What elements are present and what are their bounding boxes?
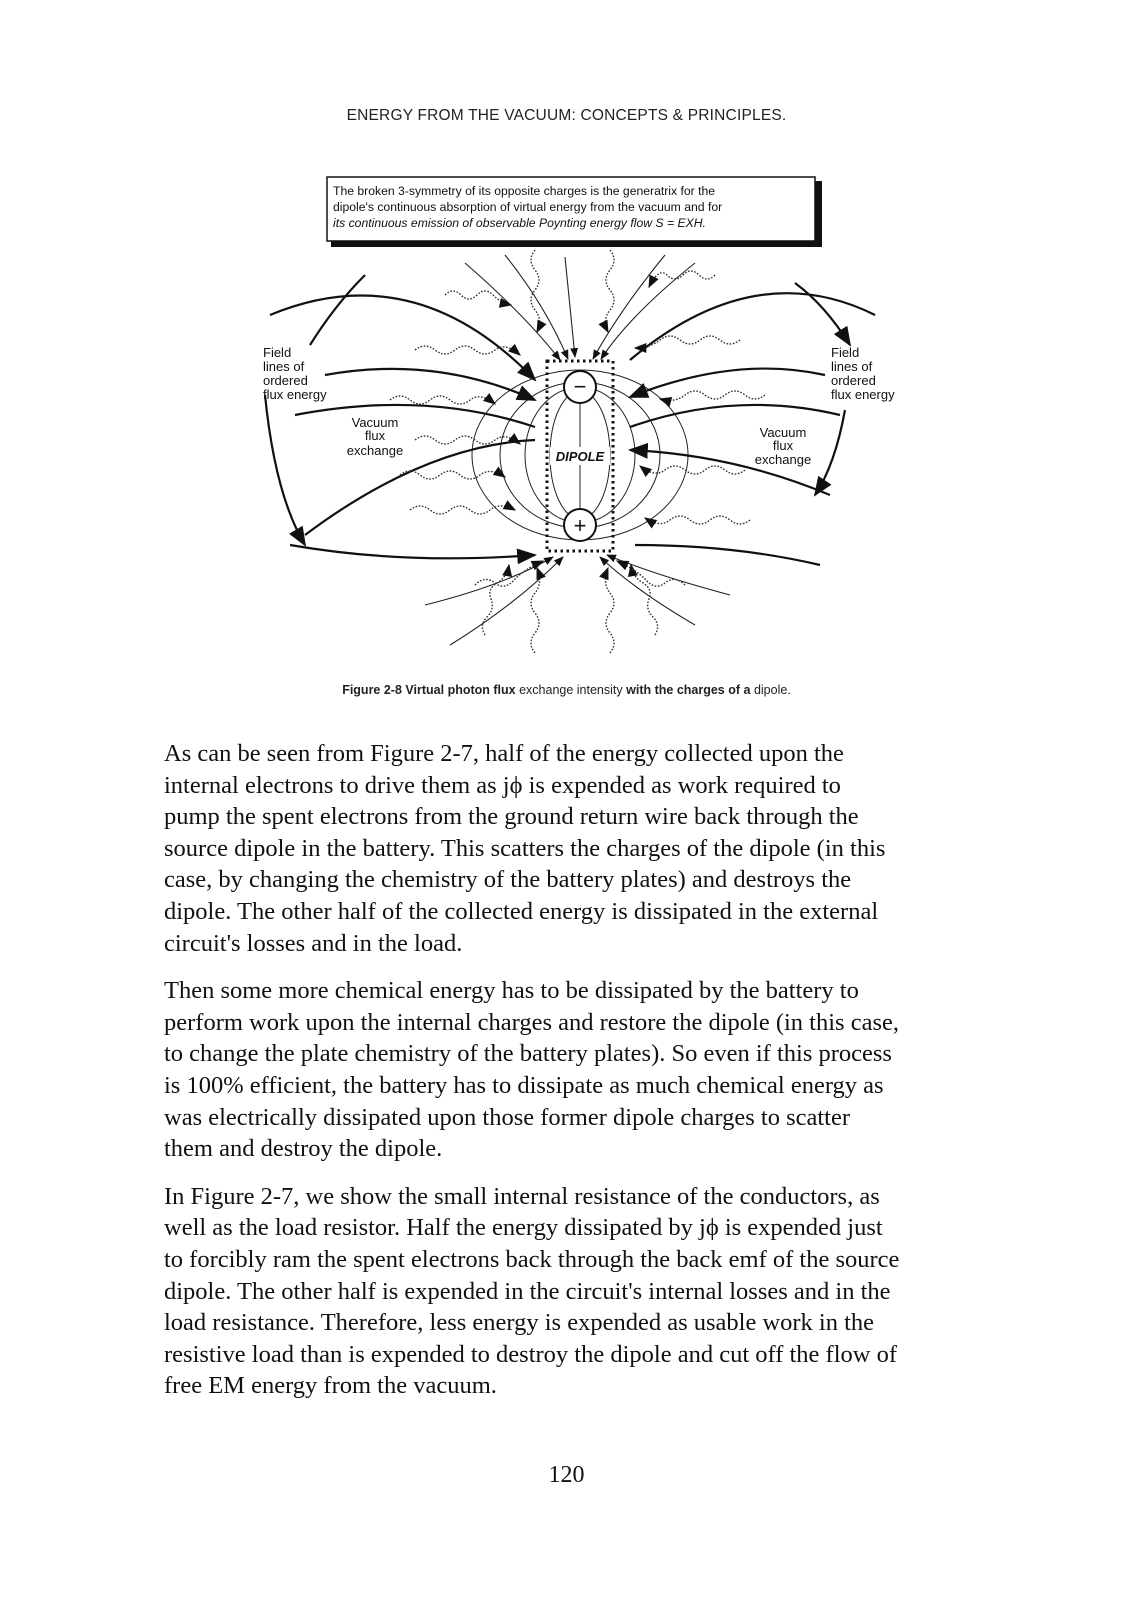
svg-text:lines of: lines of — [263, 359, 305, 374]
body-line: circuit's losses and in the load. — [164, 929, 463, 957]
left-vacuum-label — [347, 415, 403, 458]
body-line: them and destroy the dipole. — [164, 1135, 443, 1163]
caption-part-3: with the charges of a — [626, 683, 751, 697]
body-line: perform work upon the internal charges and restore the dipole (in this case, — [164, 1008, 899, 1036]
note-line-1: The broken 3-symmetry of its opposite charges is the generatrix for the — [333, 184, 716, 198]
caption-part-1: Virtual photon flux — [405, 683, 516, 697]
body-line: well as the load resistor. Half the energy dissipated by jϕ is expended just — [164, 1214, 883, 1242]
body-line: dipole. The other half is expended in the circuit's internal losses and in the — [164, 1277, 891, 1305]
svg-text:flux energy: flux energy — [831, 387, 895, 402]
body-line: case, by changing the chemistry of the battery plates) and destroys the — [164, 866, 852, 894]
right-field-label — [831, 345, 895, 402]
note-box — [327, 177, 822, 247]
body-line: is 100% efficient, the battery has to dissipate as much chemical energy as — [164, 1071, 884, 1099]
svg-text:exchange: exchange — [346, 443, 404, 458]
radial-lines-bottom — [425, 555, 730, 645]
vacuum-flux-waves-left — [390, 291, 520, 514]
note-line-2: dipole's continuous absorption of virtual energy from the vacuum and for — [333, 200, 723, 214]
svg-text:+: + — [573, 513, 587, 538]
figure-caption — [0, 683, 1133, 697]
body-line: In Figure 2-7, we show the small internal resistance of the conductors, as — [164, 1182, 880, 1210]
svg-text:Field: Field — [831, 345, 860, 360]
caption-number: Figure 2-8 — [342, 683, 402, 697]
svg-text:Vacuum: Vacuum — [759, 425, 807, 440]
svg-text:ordered: ordered — [263, 373, 308, 388]
svg-text:−: − — [573, 374, 587, 399]
svg-text:flux: flux — [364, 428, 386, 443]
paragraph-3 — [164, 1181, 994, 1402]
ordered-field-lines-left — [265, 275, 535, 558]
caption-part-2: exchange intensity — [519, 683, 623, 697]
body-line: load resistance. Therefore, less energy is expended as usable work in the — [164, 1309, 875, 1337]
body-line: source dipole in the battery. This scatters the charges of the dipole (in this — [164, 834, 886, 862]
body-line: internal electrons to drive them as jϕ is expended as work required to — [164, 771, 841, 799]
paragraph-1 — [164, 738, 994, 959]
body-line: to change the plate chemistry of the battery plates). So even if this process — [164, 1040, 892, 1068]
body-line: As can be seen from Figure 2-7, half of the energy collected upon the — [164, 740, 844, 767]
left-field-label — [263, 345, 327, 402]
body-line: dipole. The other half of the collected energy is dissipated in the external — [164, 897, 879, 925]
minus-charge-icon — [564, 371, 596, 403]
note-line-3: its continuous emission of observable Poynting energy flow S = EXH. — [333, 216, 706, 230]
body-line: resistive load than is expended to destroy the dipole and cut off the flow of — [164, 1340, 898, 1368]
vacuum-flux-waves-right — [635, 271, 765, 524]
page-number: 120 — [548, 1462, 585, 1488]
body-line: Then some more chemical energy has to be dissipated by the battery to — [164, 977, 859, 1005]
svg-text:Vacuum: Vacuum — [351, 415, 399, 430]
paragraph-2 — [164, 975, 994, 1165]
radial-lines-top — [465, 255, 695, 360]
dipole-label: DIPOLE — [555, 449, 605, 464]
svg-text:flux: flux — [772, 438, 794, 453]
svg-text:flux energy: flux energy — [263, 387, 327, 402]
running-title: ENERGY FROM THE VACUUM: CONCEPTS & PRINCIPLES. — [346, 107, 787, 124]
right-vacuum-label — [755, 425, 811, 467]
svg-text:exchange: exchange — [754, 452, 812, 467]
caption-part-4: dipole. — [753, 683, 791, 697]
body-text — [164, 738, 994, 1418]
body-line: free EM energy from the vacuum. — [164, 1372, 497, 1400]
body-line: pump the spent electrons from the ground return wire back through the — [164, 803, 859, 831]
svg-text:Field: Field — [263, 345, 292, 360]
body-line: was electrically dissipated upon those former dipole charges to scatter — [164, 1103, 850, 1131]
svg-text:lines of: lines of — [831, 359, 873, 374]
svg-text:ordered: ordered — [831, 373, 876, 388]
ordered-field-lines-right — [630, 283, 875, 565]
plus-charge-icon — [564, 509, 596, 541]
dipole-figure — [235, 165, 925, 675]
body-line: to forcibly ram the spent electrons back through the back emf of the source — [164, 1245, 900, 1273]
